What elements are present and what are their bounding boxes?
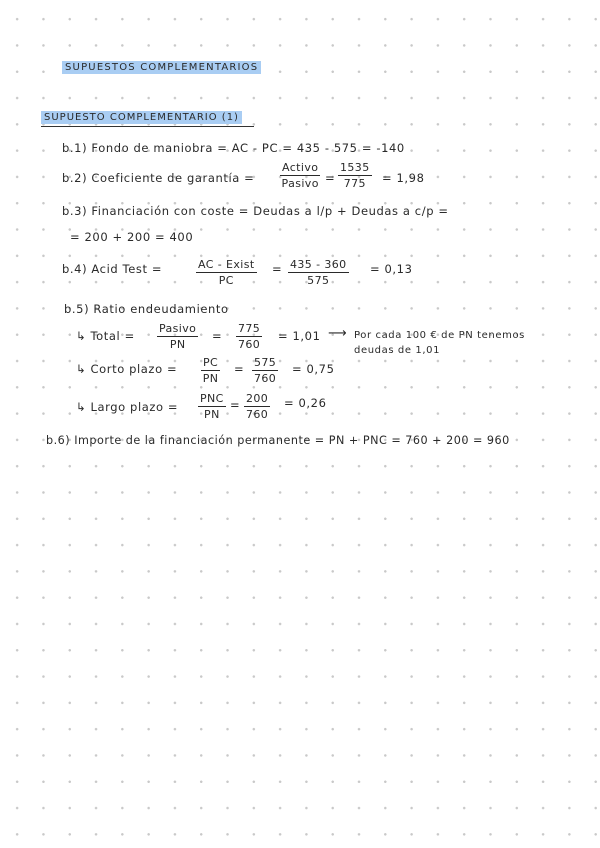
fraction-denominator: 760 xyxy=(238,338,261,351)
acid-test-label: b.4) Acid Test = xyxy=(62,262,163,276)
arrow-right-icon: ⟶ xyxy=(328,326,348,341)
coef-garantia-values-fraction xyxy=(338,161,372,190)
fraction-denominator: Pasivo xyxy=(281,177,319,190)
acid-test-values-fraction xyxy=(288,258,349,287)
ratio-largo-values-fraction xyxy=(244,392,270,421)
fraction-denominator: PC xyxy=(218,274,234,287)
ratio-corto-values-fraction xyxy=(252,356,278,385)
ratio-corto-result: = 0,75 xyxy=(292,362,335,376)
acid-test-fraction xyxy=(196,258,257,287)
ratio-largo-fraction xyxy=(198,392,226,421)
fraction-denominator: PN xyxy=(204,408,220,421)
ratio-total-note-line1: Por cada 100 € de PN tenemos xyxy=(354,330,525,341)
fondo-maniobra-line: b.1) Fondo de maniobra = AC - PC = 435 - 575 = -140 xyxy=(62,141,405,155)
fraction-numerator: 775 xyxy=(238,322,261,335)
ratio-total-result: = 1,01 xyxy=(278,329,321,343)
equals-sign: = xyxy=(272,262,283,276)
fraction-denominator: PN xyxy=(202,372,219,385)
financiacion-coste-result: = 200 + 200 = 400 xyxy=(70,230,194,244)
fraction-numerator: 1535 xyxy=(340,161,370,174)
fraction-numerator: 575 xyxy=(254,356,277,369)
fraction-numerator: PNC xyxy=(200,392,224,405)
ratio-total-fraction xyxy=(157,322,198,351)
ratio-total-values-fraction xyxy=(236,322,262,351)
financiacion-permanente-line: b.6) Importe de la financiación permanente = PN + PNC = 760 + 200 = 960 xyxy=(46,434,510,447)
fraction-denominator: 775 xyxy=(343,177,366,190)
equals-sign: = xyxy=(234,362,245,376)
financiacion-coste-line: b.3) Financiación con coste = Deudas a l/p + Deudas a c/p = xyxy=(62,204,449,218)
fraction-numerator: 435 - 360 xyxy=(290,258,347,271)
ratio-corto-label: ↳ Corto plazo = xyxy=(76,362,178,376)
ratio-endeudamiento-label: b.5) Ratio endeudamiento xyxy=(64,302,229,316)
fraction-denominator: 760 xyxy=(254,372,277,385)
fraction-numerator: PC xyxy=(203,356,219,369)
ratio-total-label: ↳ Total = xyxy=(76,329,135,343)
fraction-numerator: 200 xyxy=(246,392,269,405)
fraction-numerator: Activo xyxy=(282,161,319,174)
section-title: SUPUESTO COMPLEMENTARIO (1) xyxy=(41,111,242,124)
fraction-numerator: Pasivo xyxy=(159,322,197,335)
acid-test-result: = 0,13 xyxy=(370,262,413,276)
fraction-denominator: 575 xyxy=(307,274,330,287)
fraction-denominator: 760 xyxy=(246,408,269,421)
coef-garantia-label: b.2) Coeficiente de garantía = xyxy=(62,171,255,185)
fraction-denominator: PN xyxy=(169,338,186,351)
section-title-underline xyxy=(41,126,254,127)
equals-sign: = xyxy=(212,329,223,343)
ratio-largo-label: ↳ Largo plazo = xyxy=(76,400,179,414)
ratio-total-note-line2: deudas de 1,01 xyxy=(354,345,441,356)
ratio-corto-fraction xyxy=(201,356,220,385)
fraction-numerator: AC - Exist xyxy=(198,258,255,271)
equals-sign: = xyxy=(230,398,241,412)
ratio-largo-result: = 0,26 xyxy=(284,396,327,410)
equals-sign: = xyxy=(325,171,336,185)
coef-garantia-result: = 1,98 xyxy=(382,171,425,185)
coef-garantia-fraction xyxy=(280,161,320,190)
main-title: SUPUESTOS COMPLEMENTARIOS xyxy=(62,61,261,74)
